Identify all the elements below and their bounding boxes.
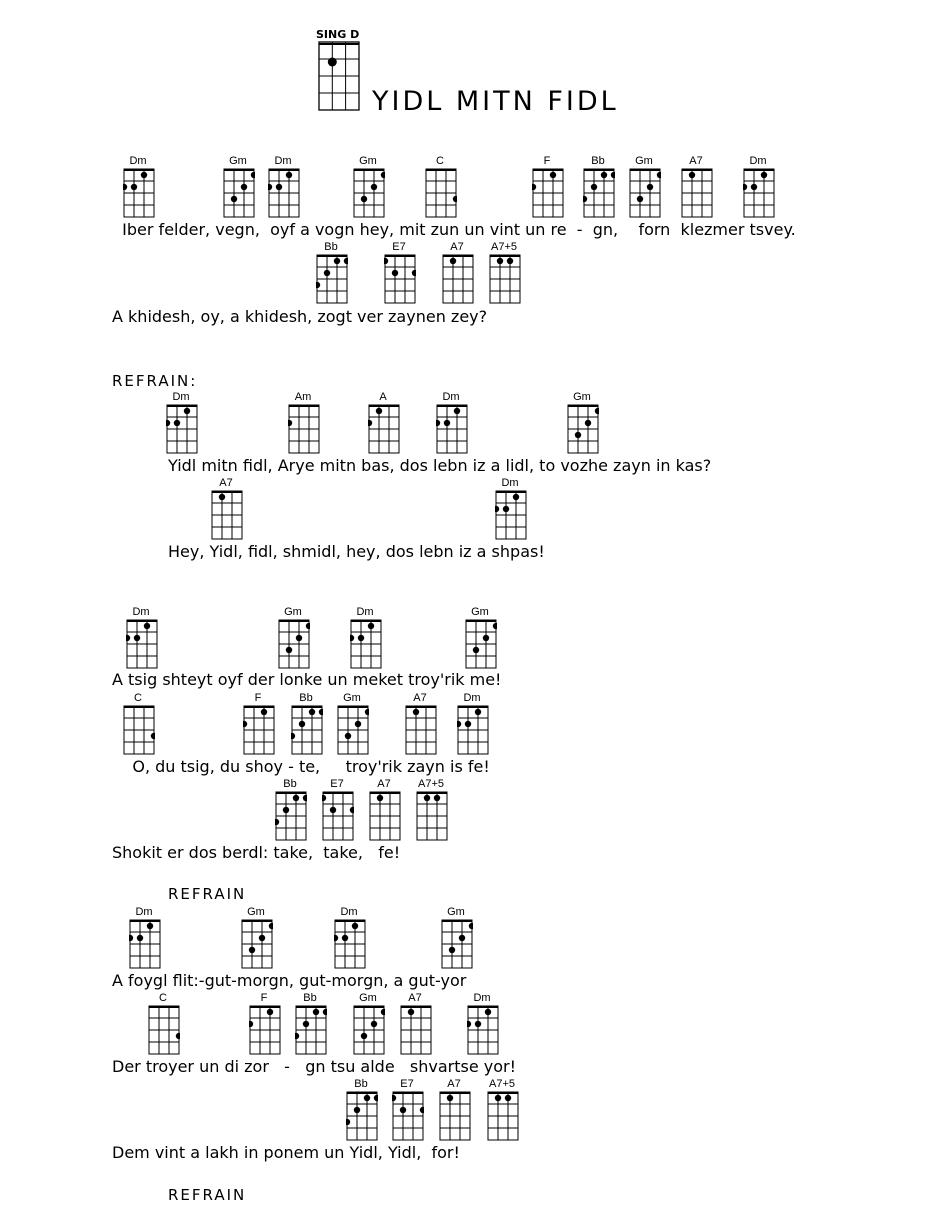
finger-dot — [151, 733, 155, 739]
chord-name: Gm — [359, 992, 377, 1004]
finger-dot — [583, 196, 587, 202]
finger-dot — [295, 1033, 299, 1039]
finger-dot — [503, 506, 509, 512]
chord-diagram-dm — [124, 906, 164, 968]
finger-dot — [450, 258, 456, 264]
finger-dot — [261, 709, 267, 715]
finger-dot — [269, 923, 273, 929]
finger-dot — [350, 807, 354, 813]
chord-grid — [129, 919, 161, 969]
chord-diagram-a7 — [434, 1078, 474, 1140]
finger-dot — [454, 408, 460, 414]
chord-name: A7 — [450, 241, 464, 253]
chord-grid — [278, 619, 310, 669]
chord-grid — [743, 168, 775, 218]
chord-diagram-a7-plus-5 — [482, 1078, 522, 1140]
finger-dot — [303, 795, 307, 801]
finger-dot — [241, 184, 247, 190]
finger-dot — [144, 623, 150, 629]
chord-name: Dm — [340, 906, 358, 918]
chord-grid — [457, 705, 489, 755]
finger-dot — [268, 184, 272, 190]
chord-diagram-a7 — [676, 155, 716, 217]
chord-name: Am — [294, 391, 312, 403]
chord-name: Gm — [447, 906, 465, 918]
chord-name: Gm — [284, 606, 302, 618]
finger-dot — [595, 408, 599, 414]
chord-diagram-gm — [273, 606, 313, 668]
chord-grid — [353, 168, 385, 218]
finger-dot — [275, 819, 279, 825]
finger-dot — [485, 1009, 491, 1015]
chord-grid — [400, 1005, 432, 1055]
chord-name: Dm — [172, 391, 190, 403]
chord-diagram-dm — [161, 391, 201, 453]
chord-diagram-gm — [332, 692, 372, 754]
chord-diagram-a7 — [395, 992, 435, 1054]
chord-name: Dm — [463, 692, 481, 704]
chord-diagram-dm — [452, 692, 492, 754]
chord-diagram-f — [244, 992, 284, 1054]
finger-dot — [259, 935, 265, 941]
finger-dot — [313, 1009, 319, 1015]
finger-dot — [316, 282, 320, 288]
finger-dot — [689, 172, 695, 178]
finger-dot — [330, 807, 336, 813]
finger-dot — [381, 1009, 385, 1015]
chord-diagram-bb — [290, 992, 330, 1054]
finger-dot — [647, 184, 653, 190]
finger-dot — [392, 1095, 396, 1101]
chord-diagram-gm — [562, 391, 602, 453]
chord-name: C — [159, 992, 167, 1004]
finger-dot — [424, 795, 430, 801]
finger-dot — [141, 172, 147, 178]
chord-diagram-e7 — [387, 1078, 427, 1140]
chord-diagram-dm — [490, 477, 530, 539]
finger-dot — [550, 172, 556, 178]
finger-dot — [126, 635, 130, 641]
chord-grid — [495, 490, 527, 540]
finger-dot — [249, 947, 255, 953]
finger-dot — [231, 196, 237, 202]
chord-grid — [346, 1091, 378, 1141]
lyric-line: Der troyer un di zor - gn tsu alde shvartse yor! — [112, 1057, 517, 1076]
refrain-repeat: REFRAIN — [168, 885, 247, 903]
finger-dot — [296, 635, 302, 641]
finger-dot — [355, 721, 361, 727]
finger-dot — [449, 947, 455, 953]
chord-name: F — [254, 692, 262, 704]
finger-dot — [465, 721, 471, 727]
finger-dot — [303, 1021, 309, 1027]
chord-grid — [295, 1005, 327, 1055]
chord-name: Gm — [635, 155, 653, 167]
lyric-line: A foygl flit:-gut-morgn, gut-morgn, a gut-yor — [112, 971, 467, 990]
chord-diagram-c — [143, 992, 183, 1054]
chord-name: A7+5 — [491, 241, 517, 253]
chord-grid — [148, 1005, 180, 1055]
chord-grid — [487, 1091, 519, 1141]
chord-grid — [384, 254, 416, 304]
finger-dot — [532, 184, 536, 190]
finger-dot — [306, 623, 310, 629]
chord-diagram-gm — [218, 155, 258, 217]
chord-grid — [425, 168, 457, 218]
chord-name: C — [134, 692, 142, 704]
finger-dot — [611, 172, 615, 178]
chord-diagram-a7 — [206, 477, 246, 539]
chord-name: A7 — [447, 1078, 461, 1090]
chord-name: Dm — [749, 155, 767, 167]
chord-name: Gm — [343, 692, 361, 704]
chord-diagram-bb — [270, 778, 310, 840]
finger-dot — [184, 408, 190, 414]
finger-dot — [267, 1009, 273, 1015]
lyric-line: Iber felder, vegn, oyf a vogn hey, mit zun un vint un re - gn, forn klezmer tsvey. — [112, 220, 796, 239]
song-title: YIDL MITN FIDL — [372, 86, 619, 117]
finger-dot — [444, 420, 450, 426]
finger-dot — [392, 270, 398, 276]
chord-name: A7 — [689, 155, 703, 167]
chord-diagram-f — [527, 155, 567, 217]
lyric-line: Dem vint a lakh in ponem un Yidl, Yidl, for! — [112, 1143, 460, 1162]
finger-dot — [374, 1095, 378, 1101]
finger-dot — [493, 623, 497, 629]
chord-grid — [369, 791, 401, 841]
finger-dot — [361, 1033, 367, 1039]
finger-dot — [513, 494, 519, 500]
chord-diagram-a7 — [364, 778, 404, 840]
chord-name: A7 — [219, 477, 233, 489]
finger-dot — [365, 709, 369, 715]
finger-dot — [384, 258, 388, 264]
chord-diagram-a — [363, 391, 403, 453]
chord-diagram-e7 — [379, 241, 419, 303]
chord-name: Dm — [501, 477, 519, 489]
finger-dot — [346, 1119, 350, 1125]
finger-dot — [483, 635, 489, 641]
finger-dot — [291, 733, 295, 739]
finger-dot — [371, 184, 377, 190]
chord-name: E7 — [330, 778, 344, 790]
chord-diagram-e7 — [317, 778, 357, 840]
refrain-heading: REFRAIN: — [112, 372, 198, 390]
chord-name: Dm — [129, 155, 147, 167]
chord-grid — [241, 919, 273, 969]
chord-diagram-dm — [329, 906, 369, 968]
finger-dot — [507, 258, 513, 264]
chord-name: A7+5 — [418, 778, 444, 790]
chord-name: Bb — [303, 992, 317, 1004]
finger-dot — [322, 795, 326, 801]
lyric-line: Hey, Yidl, fidl, shmidl, hey, dos lebn iz a shpas! — [168, 542, 545, 561]
finger-dot — [495, 1095, 501, 1101]
finger-dot — [371, 1021, 377, 1027]
finger-dot — [413, 709, 419, 715]
finger-dot — [469, 923, 473, 929]
chord-name: Gm — [229, 155, 247, 167]
finger-dot — [408, 1009, 414, 1015]
chord-grid — [442, 254, 474, 304]
chord-name: A7 — [413, 692, 427, 704]
finger-dot — [585, 420, 591, 426]
chord-grid — [166, 404, 198, 454]
chord-grid — [350, 619, 382, 669]
chord-diagram-gm — [460, 606, 500, 668]
chord-name: Gm — [471, 606, 489, 618]
chord-name: Bb — [354, 1078, 368, 1090]
finger-dot — [497, 258, 503, 264]
finger-dot — [377, 795, 383, 801]
lyric-line: A tsig shteyt oyf der lonke un meket troy'rik me! — [112, 670, 502, 689]
chord-diagram-a7 — [400, 692, 440, 754]
chord-diagram-bb — [286, 692, 326, 754]
lyric-line: Shokit er dos berdl: take, take, fe! — [112, 843, 401, 862]
chord-grid — [291, 705, 323, 755]
chord-grid — [223, 168, 255, 218]
chord-diagram-gm — [348, 155, 388, 217]
finger-dot — [601, 172, 607, 178]
chord-grid — [392, 1091, 424, 1141]
chord-diagram-dm — [121, 606, 161, 668]
finger-dot — [447, 1095, 453, 1101]
finger-dot — [249, 1021, 253, 1027]
chord-diagram-a7 — [437, 241, 477, 303]
finger-dot — [283, 807, 289, 813]
chord-name: F — [260, 992, 268, 1004]
finger-dot — [345, 733, 351, 739]
finger-dot — [288, 420, 292, 426]
chord-diagram-dm — [738, 155, 778, 217]
chord-name: A7+5 — [489, 1078, 515, 1090]
lyric-line: Yidl mitn fidl, Arye mitn bas, dos lebn iz a lidl, to vozhe zayn in kas? — [168, 456, 712, 475]
chord-grid — [489, 254, 521, 304]
finger-dot — [129, 935, 133, 941]
finger-dot — [475, 709, 481, 715]
finger-dot — [505, 1095, 511, 1101]
finger-dot — [495, 506, 499, 512]
finger-dot — [323, 1009, 327, 1015]
finger-dot — [334, 258, 340, 264]
chord-diagram-gm — [348, 992, 388, 1054]
chord-diagram-dm — [118, 155, 158, 217]
chord-grid — [416, 791, 448, 841]
finger-dot — [436, 420, 440, 426]
chord-diagram-gm — [624, 155, 664, 217]
finger-dot — [350, 635, 354, 641]
finger-dot — [412, 270, 416, 276]
finger-dot — [286, 647, 292, 653]
finger-dot — [434, 795, 440, 801]
chord-name: Dm — [135, 906, 153, 918]
chord-name: A7 — [377, 778, 391, 790]
finger-dot — [475, 1021, 481, 1027]
finger-dot — [147, 923, 153, 929]
finger-dot — [134, 635, 140, 641]
finger-dot — [473, 647, 479, 653]
finger-dot — [368, 420, 372, 426]
chord-grid — [123, 168, 155, 218]
chord-name: E7 — [400, 1078, 414, 1090]
chord-diagram-dm — [263, 155, 303, 217]
finger-dot — [309, 709, 315, 715]
chord-name: C — [436, 155, 444, 167]
chord-grid — [436, 404, 468, 454]
chord-grid — [126, 619, 158, 669]
chord-grid — [681, 168, 713, 218]
finger-dot — [361, 196, 367, 202]
chord-diagram-a7-plus-5 — [411, 778, 451, 840]
finger-dot — [358, 635, 364, 641]
chord-diagram-dm — [345, 606, 385, 668]
finger-dot — [354, 1107, 360, 1113]
chord-diagram-bb — [578, 155, 618, 217]
finger-dot — [381, 172, 385, 178]
finger-dot — [591, 184, 597, 190]
refrain-repeat: REFRAIN — [168, 1186, 247, 1204]
chord-name: Bb — [283, 778, 297, 790]
lyric-line: O, du tsig, du shoy - te, troy'rik zayn is fe! — [112, 757, 490, 776]
finger-dot — [176, 1033, 180, 1039]
chord-diagram-c — [420, 155, 460, 217]
finger-dot — [352, 923, 358, 929]
finger-dot — [467, 1021, 471, 1027]
finger-dot — [123, 184, 127, 190]
finger-dot — [299, 721, 305, 727]
finger-dot — [657, 172, 661, 178]
chord-grid — [368, 404, 400, 454]
chord-name: Dm — [442, 391, 460, 403]
chord-name: Bb — [299, 692, 313, 704]
chord-grid — [288, 404, 320, 454]
chord-diagram-f — [238, 692, 278, 754]
chord-name: Gm — [359, 155, 377, 167]
finger-dot — [457, 721, 461, 727]
chord-name: F — [543, 155, 551, 167]
chord-diagram-gm — [436, 906, 476, 968]
chord-grid — [337, 705, 369, 755]
chord-name: Dm — [132, 606, 150, 618]
chord-grid — [268, 168, 300, 218]
chord-grid — [583, 168, 615, 218]
finger-dot — [364, 1095, 370, 1101]
chord-grid — [275, 791, 307, 841]
chord-grid — [629, 168, 661, 218]
chord-diagram-c — [118, 692, 158, 754]
chord-diagram-dm — [462, 992, 502, 1054]
chord-grid — [243, 705, 275, 755]
chord-name: E7 — [392, 241, 406, 253]
chord-grid — [322, 791, 354, 841]
chord-name: A — [379, 391, 387, 403]
chord-diagram-am — [283, 391, 323, 453]
finger-dot — [319, 709, 323, 715]
chord-name: Dm — [473, 992, 491, 1004]
finger-dot — [376, 408, 382, 414]
chord-grid — [441, 919, 473, 969]
chord-diagram-bb — [341, 1078, 381, 1140]
chord-name: Dm — [356, 606, 374, 618]
chord-grid — [467, 1005, 499, 1055]
chord-name: Gm — [247, 906, 265, 918]
finger-dot — [637, 196, 643, 202]
chord-name: Dm — [274, 155, 292, 167]
finger-dot — [286, 172, 292, 178]
chord-grid — [334, 919, 366, 969]
chord-grid — [249, 1005, 281, 1055]
finger-dot — [453, 196, 457, 202]
chord-grid — [567, 404, 599, 454]
finger-dot — [334, 935, 338, 941]
chord-diagram-a7-plus-5 — [484, 241, 524, 303]
finger-dot — [751, 184, 757, 190]
finger-dot — [344, 258, 348, 264]
finger-dot — [400, 1107, 406, 1113]
finger-dot — [251, 172, 255, 178]
chord-grid — [316, 254, 348, 304]
finger-dot — [243, 721, 247, 727]
finger-dot — [166, 420, 170, 426]
finger-dot — [342, 935, 348, 941]
sing-chord-label: SING D — [316, 28, 360, 41]
lyric-line: A khidesh, oy, a khidesh, zogt ver zaynen zey? — [112, 307, 488, 326]
chord-name: Gm — [573, 391, 591, 403]
finger-dot — [276, 184, 282, 190]
chord-diagram-gm — [236, 906, 276, 968]
finger-dot — [459, 935, 465, 941]
chord-grid — [465, 619, 497, 669]
finger-dot — [137, 935, 143, 941]
chord-name: Bb — [324, 241, 338, 253]
finger-dot — [575, 432, 581, 438]
chord-name: A7 — [408, 992, 422, 1004]
chord-grid — [439, 1091, 471, 1141]
finger-dot — [131, 184, 137, 190]
chord-grid — [353, 1005, 385, 1055]
finger-dot — [219, 494, 225, 500]
chord-grid — [211, 490, 243, 540]
finger-dot — [761, 172, 767, 178]
sing-chord-diagram — [318, 41, 362, 111]
finger-dot — [420, 1107, 424, 1113]
chord-grid — [405, 705, 437, 755]
finger-dot — [174, 420, 180, 426]
finger-dot — [368, 623, 374, 629]
finger-dot — [743, 184, 747, 190]
chord-name: Bb — [591, 155, 605, 167]
chord-grid — [532, 168, 564, 218]
chord-diagram-dm — [431, 391, 471, 453]
finger-dot — [324, 270, 330, 276]
finger-dot — [293, 795, 299, 801]
chord-grid — [123, 705, 155, 755]
chord-diagram-bb — [311, 241, 351, 303]
